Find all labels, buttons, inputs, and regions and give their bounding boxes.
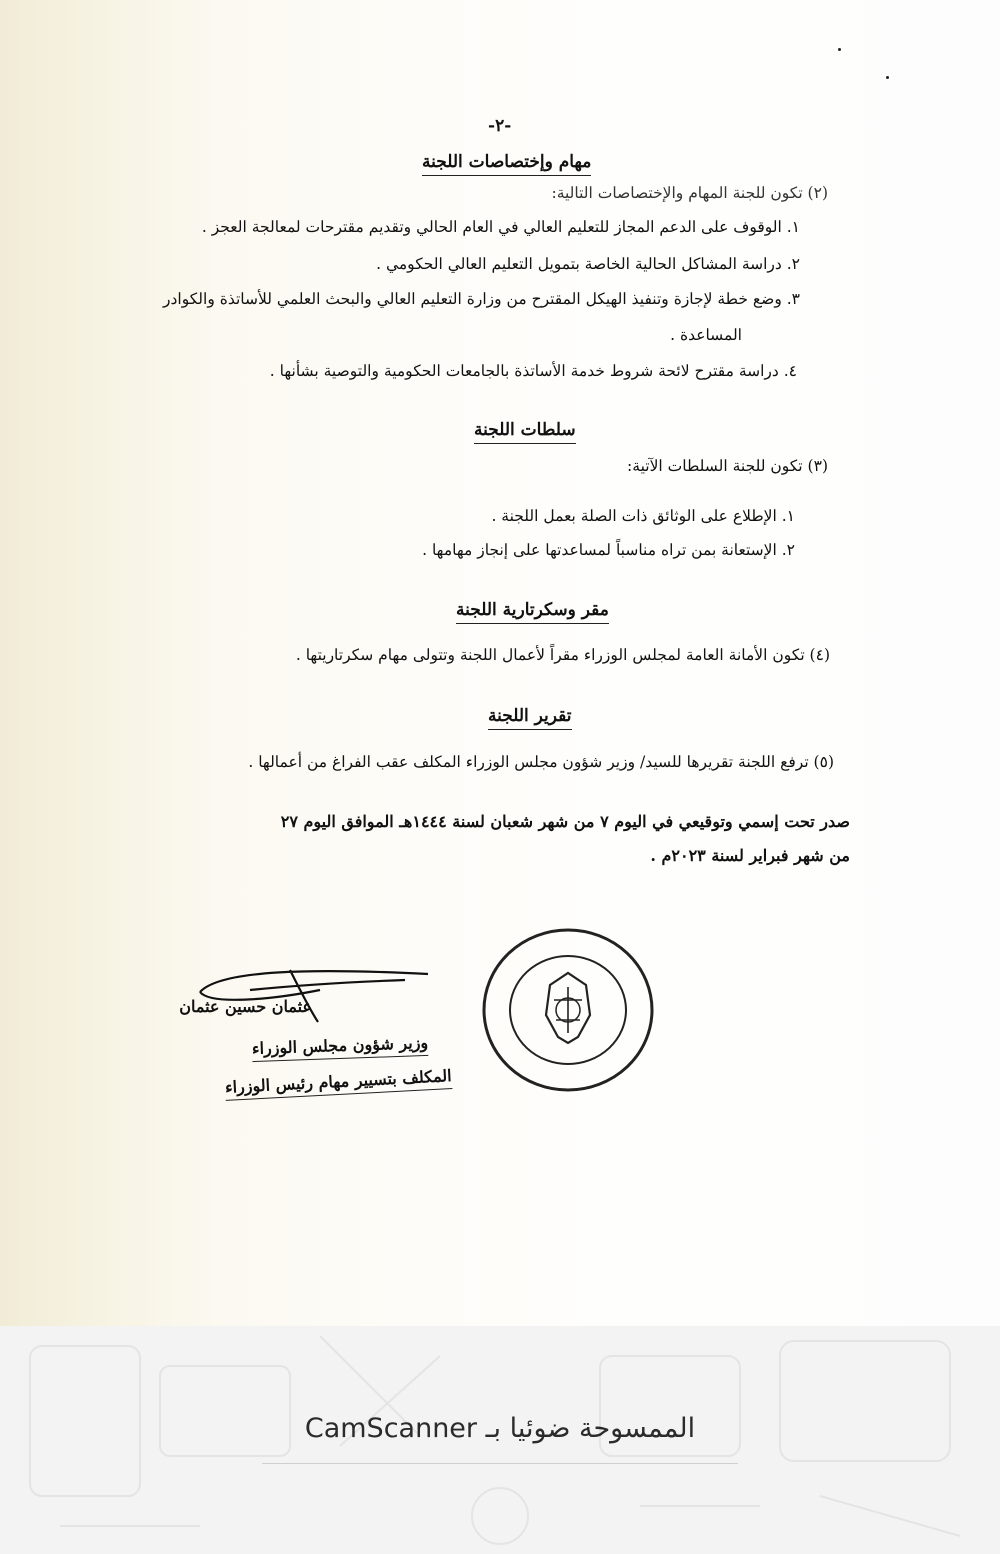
signatory-name: عثمان حسين عثمان (179, 997, 312, 1016)
signatory-title-1: وزير شؤون مجلس الوزراء (251, 1033, 428, 1062)
duties-item-3-cont: المساعدة . (670, 326, 742, 344)
duties-item-1: ١. الوقوف على الدعم المجاز للتعليم العالي في العام الحالي وتقديم مقترحات لمعالجة العجز . (201, 218, 800, 236)
speck (886, 76, 889, 79)
powers-intro: (٣) تكون للجنة السلطات الآتية: (627, 457, 828, 475)
duties-intro: (٢) تكون للجنة المهام والإختصاصات التالية: (551, 184, 828, 202)
powers-item-2: ٢. الإستعانة بمن تراه مناسباً لمساعدتها على إنجاز مهامها . (422, 541, 795, 559)
official-stamp (478, 925, 658, 1095)
page-number: -٢- (488, 116, 512, 136)
issued-line-1: صدر تحت إسمي وتوقيعي في اليوم ٧ من شهر شعبان لسنة ١٤٤٤هـ الموافق اليوم ٢٧ (280, 812, 850, 831)
signature-scribble (190, 960, 450, 1030)
powers-item-1: ١. الإطلاع على الوثائق ذات الصلة بعمل اللجنة . (491, 507, 795, 525)
duties-item-2: ٢. دراسة المشاكل الحالية الخاصة بتمويل التعليم العالي الحكومي . (376, 255, 800, 273)
heading-duties: مهام وإختصاصات اللجنة (422, 152, 591, 176)
issued-line-2: من شهر فبراير لسنة ٢٠٢٣م . (650, 846, 850, 865)
scanner-footer (0, 1326, 1000, 1554)
camscanner-label: الممسوحة ضوئيا بـ CamScanner (304, 1413, 696, 1444)
heading-seat: مقر وسكرتارية اللجنة (456, 600, 609, 624)
signatory-title-2: المكلف بتسيير مهام رئيس الوزراء (225, 1066, 453, 1101)
duties-item-3: ٣. وضع خطة لإجازة وتنفيذ الهيكل المقترح من وزارة التعليم العالي والبحث العلمي للأساتذة والكوادر (163, 290, 800, 308)
heading-powers: سلطات اللجنة (474, 420, 576, 444)
heading-report: تقرير اللجنة (488, 706, 572, 730)
seat-text: (٤) تكون الأمانة العامة لمجلس الوزراء مقراً لأعمال اللجنة وتتولى مهام سكرتاريتها . (295, 646, 830, 664)
duties-item-4: ٤. دراسة مقترح لائحة شروط خدمة الأساتذة بالجامعات الحكومية والتوصية بشأنها . (269, 362, 797, 380)
footer-divider (262, 1463, 738, 1464)
report-text: (٥) ترفع اللجنة تقريرها للسيد/ وزير شؤون مجلس الوزراء المكلف عقب الفراغ من أعمالها . (248, 753, 834, 771)
speck (838, 48, 841, 51)
